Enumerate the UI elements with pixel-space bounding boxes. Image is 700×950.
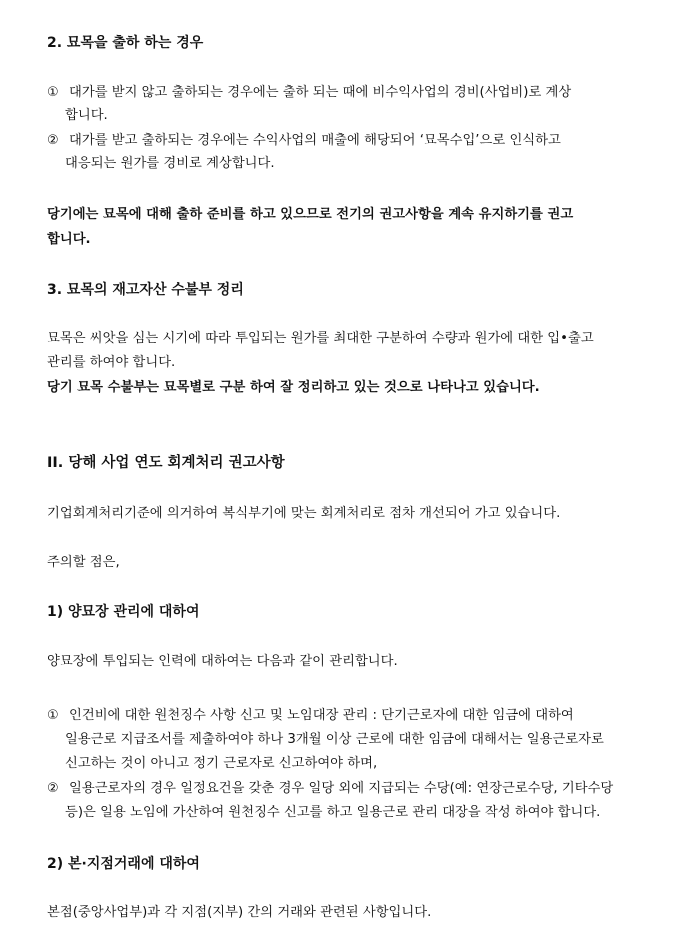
section-2-item-1-cont: 합니다. <box>65 108 108 123</box>
item-marker: ① <box>47 85 59 100</box>
section-3-paragraph-line-2: 관리를 하여야 합니다. <box>47 355 176 370</box>
section-2-title: 2. 묘목을 출하 하는 경우 <box>47 35 204 51</box>
subsection-2-title: 2) 본·지점거래에 대하여 <box>47 856 200 872</box>
subsection-1-item-1 <box>47 704 574 728</box>
section-2-recommendation-line-2: 합니다. <box>47 232 91 247</box>
item-text: 대가를 받지 않고 출하되는 경우에는 출하 되는 때에 비수익사업의 경비(사업비)로 계상 <box>69 85 572 100</box>
section-3-finding: 당기 묘목 수불부는 묘목별로 구분 하여 잘 정리하고 있는 것으로 나타나고 있습니다. <box>47 380 540 395</box>
subsection-1-item-1-cont-1: 일용근로 지급조서를 제출하여야 하나 3개월 이상 근로에 대한 임금에 대해서는 일용근로자로 <box>65 732 604 747</box>
item-text: 인건비에 대한 원천징수 사항 신고 및 노임대장 관리 : 단기근로자에 대한 임금에 대하여 <box>69 708 574 723</box>
subsection-1-title: 1) 양묘장 관리에 대하여 <box>47 604 200 620</box>
item-marker: ② <box>47 133 59 148</box>
subsection-1-intro: 양묘장에 투입되는 인력에 대하여는 다음과 같이 관리합니다. <box>47 654 398 669</box>
section-2-item-1 <box>47 81 571 105</box>
section-II-note: 주의할 점은, <box>47 555 120 570</box>
item-marker: ② <box>47 781 59 796</box>
section-II-intro: 기업회계처리기준에 의거하여 복식부기에 맞는 회계처리로 점차 개선되어 가고 있습니다. <box>47 506 561 521</box>
section-2-recommendation-line-1: 당기에는 묘목에 대해 출하 준비를 하고 있으므로 전기의 권고사항을 계속 유지하기를 권고 <box>47 207 574 222</box>
item-text: 일용근로자의 경우 일정요건을 갖춘 경우 일당 외에 지급되는 수당(예: 연장근로수당, 기타수당 <box>69 781 614 796</box>
subsection-1-item-2-cont: 등)은 일용 노임에 가산하여 원천징수 신고를 하고 일용근로 관리 대장을 작성 하여야 합니다. <box>65 805 601 820</box>
section-2-item-2-cont: 대응되는 원가를 경비로 계상합니다. <box>65 156 275 171</box>
section-II-title: II. 당해 사업 연도 회계처리 권고사항 <box>47 455 285 471</box>
item-text: 대가를 받고 출하되는 경우에는 수익사업의 매출에 해당되어 ‘묘목수입’으로 인식하고 <box>69 133 561 148</box>
item-marker: ① <box>47 708 59 723</box>
subsection-2-intro: 본점(중앙사업부)과 각 지점(지부) 간의 거래와 관련된 사항입니다. <box>47 905 432 920</box>
subsection-1-item-2 <box>47 777 613 801</box>
section-3-paragraph-line-1: 묘목은 씨앗을 심는 시기에 따라 투입되는 원가를 최대한 구분하여 수량과 원가에 대한 입•출고 <box>47 331 594 346</box>
subsection-1-item-1-cont-2: 신고하는 것이 아니고 정기 근로자로 신고하여야 하며, <box>65 756 378 771</box>
section-3-title: 3. 묘목의 재고자산 수불부 정리 <box>47 282 244 298</box>
section-2-item-2 <box>47 129 561 153</box>
